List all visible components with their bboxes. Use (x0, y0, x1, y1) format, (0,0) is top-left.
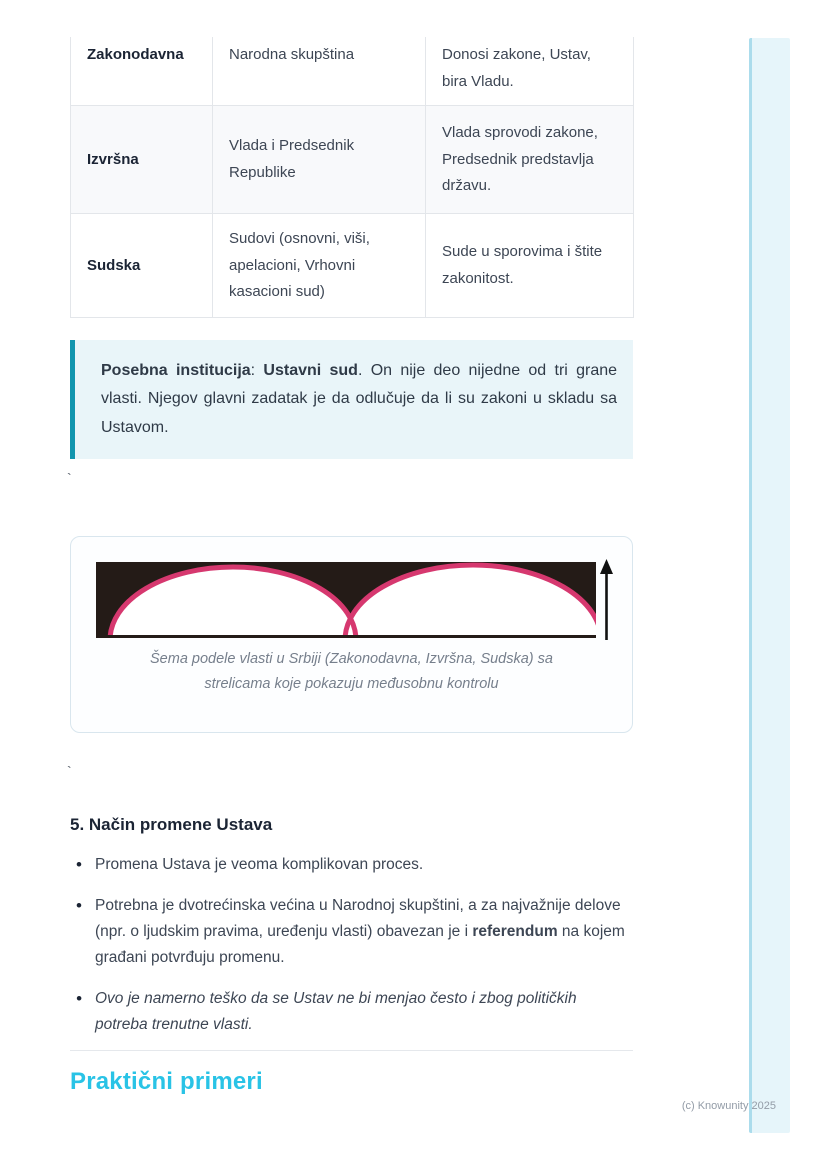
figure-caption (71, 647, 632, 698)
table-cell-branch: Zakonodavna (71, 37, 213, 106)
stray-backtick: ` (67, 763, 72, 779)
next-page-edge-strip (749, 38, 790, 1133)
table-cell-institution: Sudovi (osnovni, viši, apelacioni, Vrhovni kasacioni sud) (213, 214, 426, 318)
table-row (71, 37, 634, 106)
list-item: • Promena Ustava je veoma komplikovan proces. (70, 852, 633, 878)
stray-backtick: ` (67, 470, 72, 486)
table-cell-institution: Narodna skupština (213, 37, 426, 106)
figure-card (70, 536, 633, 733)
page-heading-practical-examples: Praktični primeri (70, 1068, 263, 1095)
table-cell-institution: Vlada i Predsednik Republike (213, 106, 426, 214)
table-row (71, 214, 634, 318)
copyright-notice: (c) Knowunity 2025 (681, 1100, 776, 1112)
table-row (71, 106, 634, 214)
separation-of-powers-diagram (96, 562, 596, 638)
figure-caption-line1: Šema podele vlasti u Srbiji (Zakonodavna, Izvršna, Sudska) sa (150, 651, 553, 667)
branches-of-power-table (70, 37, 634, 318)
table-cell-role: Vlada sprovodi zakone, Predsednik predstavlja državu. (426, 106, 634, 214)
figure-caption-line2: strelicama koje pokazuju međusobnu kontrolu (204, 676, 499, 693)
table-cell-branch: Izvršna (71, 106, 213, 214)
table-cell-branch: Sudska (71, 214, 213, 318)
list-item: • Potrebna je dvotrećinska većina u Narodnoj skupštini, a za najvažnije delove (npr. o ljudskim pravima, uređenju vlasti) obavezan je i referendum na kojem građani potvrđuju promenu. (70, 893, 633, 971)
up-arrow-icon (598, 558, 615, 642)
bullet-list (70, 852, 633, 1053)
section-heading: 5. Način promene Ustava (70, 815, 273, 834)
section-divider (70, 1050, 633, 1051)
list-item: • Ovo je namerno teško da se Ustav ne bi menjao često i zbog političkih potreba trenutne vlasti. (70, 986, 633, 1038)
info-callout: Posebna institucija: Ustavni sud. On nije deo nijedne od tri grane vlasti. Njegov glavni zadatak je da odlučuje da li su zakoni u skladu sa Ustavom. (70, 340, 633, 459)
table-cell-role: Sude u sporovima i štite zakonitost. (426, 214, 634, 318)
table-cell-role: Donosi zakone, Ustav, bira Vladu. (426, 37, 634, 106)
